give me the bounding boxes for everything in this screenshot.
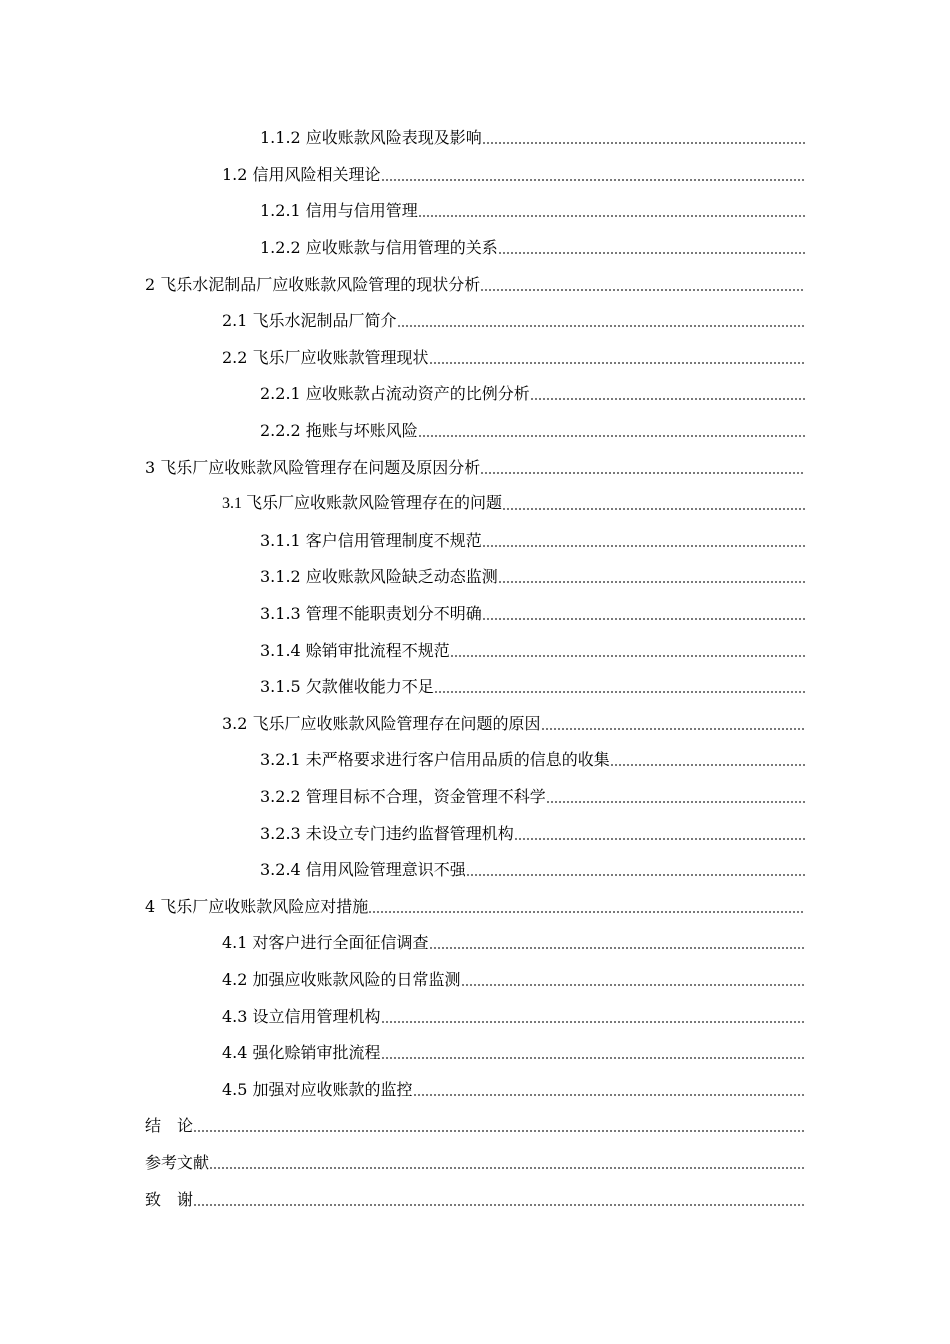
toc-dot-leader bbox=[368, 900, 805, 920]
toc-dot-leader bbox=[498, 570, 805, 590]
toc-entry[interactable] bbox=[0, 1035, 950, 1072]
toc-entry-title: 2.2.2 拖账与坏账风险 bbox=[260, 421, 418, 441]
toc-entry-title: 4.5 加强对应收账款的监控 bbox=[222, 1079, 413, 1099]
toc-entry[interactable] bbox=[0, 559, 950, 596]
toc-entry[interactable] bbox=[0, 193, 950, 230]
toc-entry-title: 1.2.2 应收账款与信用管理的关系 bbox=[260, 238, 498, 258]
toc-entry[interactable] bbox=[0, 303, 950, 340]
toc-dot-leader bbox=[498, 241, 805, 261]
toc-dot-leader bbox=[413, 1083, 805, 1103]
toc-entry-title: 2.2 飞乐厂应收账款管理现状 bbox=[222, 347, 429, 367]
toc-entry[interactable] bbox=[0, 669, 950, 706]
toc-dot-leader bbox=[480, 278, 805, 298]
toc-dot-leader bbox=[397, 314, 805, 334]
toc-entry-title: 3.1.5 欠款催收能力不足 bbox=[260, 677, 434, 697]
toc-entry[interactable] bbox=[0, 779, 950, 816]
toc-entry-title: 1.2 信用风险相关理论 bbox=[222, 164, 381, 184]
toc-entry-title: 4.4 强化赊销审批流程 bbox=[222, 1043, 381, 1063]
toc-dot-leader bbox=[209, 1156, 805, 1176]
toc-dot-leader bbox=[466, 863, 805, 883]
toc-dot-leader bbox=[193, 1193, 805, 1213]
toc-entry[interactable] bbox=[0, 962, 950, 999]
toc-dot-leader bbox=[482, 607, 805, 627]
toc-entry-title: 1.1.2 应收账款风险表现及影响 bbox=[260, 128, 482, 148]
toc-entry[interactable] bbox=[0, 1145, 950, 1182]
toc-entry[interactable] bbox=[0, 523, 950, 560]
toc-dot-leader bbox=[610, 753, 805, 773]
toc-entry-title: 2.2.1 应收账款占流动资产的比例分析 bbox=[260, 384, 530, 404]
toc-entry[interactable] bbox=[0, 852, 950, 889]
toc-entry-title: 3.1.2 应收账款风险缺乏动态监测 bbox=[260, 567, 498, 587]
toc-entry-title: 3.1 飞乐厂应收账款风险管理存在的问题 bbox=[222, 495, 503, 513]
toc-entry-title: 3.1.1 客户信用管理制度不规范 bbox=[260, 530, 482, 550]
toc-entry[interactable] bbox=[0, 1071, 950, 1108]
toc-entry-title: 3.2.3 未设立专门违约监督管理机构 bbox=[260, 823, 514, 843]
toc-entry[interactable] bbox=[0, 120, 950, 157]
toc-entry[interactable] bbox=[0, 340, 950, 377]
toc-dot-leader bbox=[381, 168, 805, 188]
toc-dot-leader bbox=[546, 790, 805, 810]
toc-dot-leader bbox=[480, 461, 805, 481]
toc-entry-title: 3.1.3 管理不能职责划分不明确 bbox=[260, 604, 482, 624]
toc-entry-title: 3.2 飞乐厂应收账款风险管理存在问题的原因 bbox=[222, 713, 541, 733]
toc-entry[interactable] bbox=[0, 815, 950, 852]
toc-entry[interactable] bbox=[0, 888, 950, 925]
toc-entry-title: 2 飞乐水泥制品厂应收账款风险管理的现状分析 bbox=[145, 274, 481, 294]
toc-entry[interactable] bbox=[0, 742, 950, 779]
toc-entry-title: 1.2.1 信用与信用管理 bbox=[260, 201, 418, 221]
toc-dot-leader bbox=[418, 204, 805, 224]
toc-entry[interactable] bbox=[0, 706, 950, 743]
toc-dot-leader bbox=[514, 827, 805, 847]
toc-entry[interactable] bbox=[0, 157, 950, 194]
toc-dot-leader bbox=[429, 351, 805, 371]
toc-entry[interactable] bbox=[0, 486, 950, 523]
toc-entry-title: 致 谢 bbox=[145, 1189, 194, 1209]
toc-entry[interactable] bbox=[0, 596, 950, 633]
toc-entry[interactable] bbox=[0, 1108, 950, 1145]
toc-entry-title: 结 论 bbox=[145, 1116, 194, 1136]
toc-entry[interactable] bbox=[0, 925, 950, 962]
toc-dot-leader bbox=[429, 936, 805, 956]
toc-entry[interactable] bbox=[0, 266, 950, 303]
toc-dot-leader bbox=[381, 1046, 805, 1066]
toc-entry[interactable] bbox=[0, 998, 950, 1035]
toc-entry-title: 参考文献 bbox=[145, 1152, 210, 1172]
toc-dot-leader bbox=[530, 387, 805, 407]
toc-dot-leader bbox=[482, 131, 805, 151]
toc-entry-title: 4.2 加强应收账款风险的日常监测 bbox=[222, 969, 461, 989]
toc-dot-leader bbox=[450, 644, 805, 664]
toc-entry-title: 3.2.1 未严格要求进行客户信用品质的信息的收集 bbox=[260, 750, 610, 770]
toc-entry-title: 4.3 设立信用管理机构 bbox=[222, 1006, 381, 1026]
table-of-contents bbox=[0, 120, 950, 1218]
toc-dot-leader bbox=[381, 1010, 805, 1030]
toc-dot-leader bbox=[418, 424, 805, 444]
toc-dot-leader bbox=[434, 680, 805, 700]
toc-entry[interactable] bbox=[0, 413, 950, 450]
toc-entry-title: 3.1.4 赊销审批流程不规范 bbox=[260, 640, 450, 660]
toc-dot-leader bbox=[482, 534, 805, 554]
toc-entry-title: 2.1 飞乐水泥制品厂简介 bbox=[222, 311, 397, 331]
toc-dot-leader bbox=[193, 1119, 805, 1139]
toc-entry-title: 3.2.2 管理目标不合理，资金管理不科学 bbox=[260, 786, 546, 806]
toc-entry[interactable] bbox=[0, 230, 950, 267]
toc-entry[interactable] bbox=[0, 449, 950, 486]
toc-entry[interactable] bbox=[0, 632, 950, 669]
toc-entry-title: 3.2.4 信用风险管理意识不强 bbox=[260, 860, 466, 880]
toc-entry-title: 3 飞乐厂应收账款风险管理存在问题及原因分析 bbox=[145, 457, 481, 477]
toc-dot-leader bbox=[502, 497, 805, 517]
toc-entry-title: 4.1 对客户进行全面征信调查 bbox=[222, 933, 429, 953]
toc-entry[interactable] bbox=[0, 1181, 950, 1218]
toc-dot-leader bbox=[541, 717, 805, 737]
toc-entry-title: 4 飞乐厂应收账款风险应对措施 bbox=[145, 896, 369, 916]
toc-entry[interactable] bbox=[0, 376, 950, 413]
toc-dot-leader bbox=[461, 973, 805, 993]
